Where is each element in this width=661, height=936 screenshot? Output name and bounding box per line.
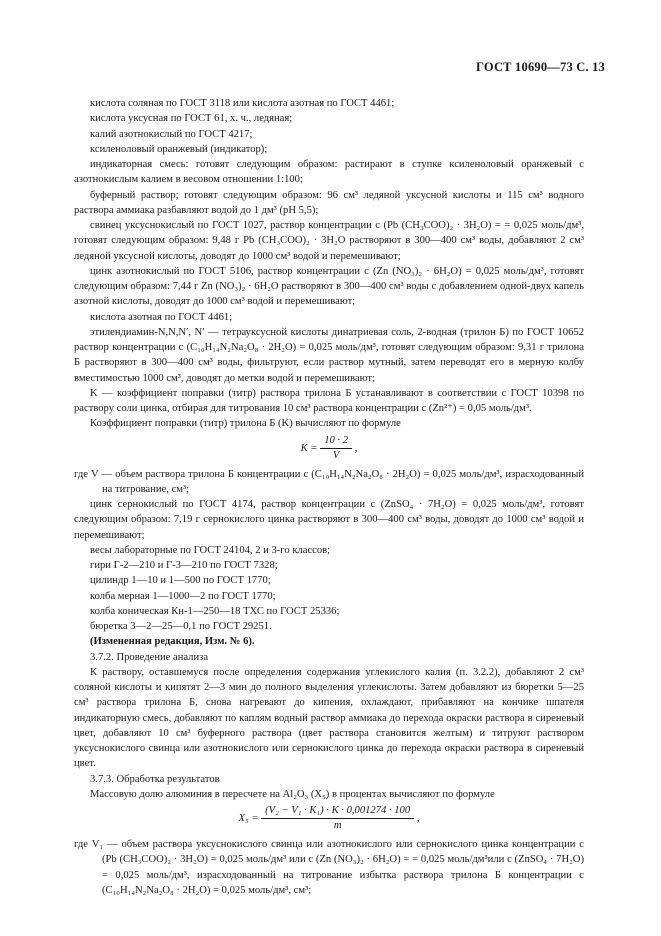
section-heading: 3.7.2. Проведение анализа bbox=[90, 651, 209, 663]
formula-tail: , bbox=[416, 812, 420, 824]
section-heading: 3.7.3. Обработка результатов bbox=[90, 773, 220, 785]
list-item: этилендиамин-N,N,N′, N′ — тетрауксусной кислоты динатриевая соль, 2-водная (трилон Б) по ГОСТ 10652 раствор концентрации с (C₁₀H₁₄N₂Na₂O₈ · 2H₂O) = 0,025 моль/дм³, готовят следующим образом: 9,31 г трилона Б растворяют в 300—400 см³ воды, фильтруют, если раствор мутный, затем переводят его в мерную колбу вместимостью 1000 см³, доводят до метки водой и перемешивают; bbox=[74, 326, 584, 384]
list-item: весы лабораторные по ГОСТ 24104, 2 и 3-го классов; bbox=[90, 544, 331, 556]
mass-fraction-paragraph: Массовую долю алюминия в пересчете на Al₂O₃ (X₅) в процентах вычисляют по формуле bbox=[90, 788, 495, 800]
list-item: колба мерная 1—1000—2 по ГОСТ 1770; bbox=[90, 590, 276, 602]
list-item: колба коническая Кн-1—250—18 ТХС по ГОСТ 25336; bbox=[90, 605, 340, 617]
formula-x5 bbox=[74, 804, 584, 833]
where-clause: где V₁ — объем раствора уксуснокислого свинца или азотнокислого или сернокислого цинка концентрации с (Pb (CH₃COO)₂ · 3H₂O) = 0,025 моль/дм³ или с (Zn (NO₃)₂ · 6H₂O) = = 0,025 моль/дм³или с (ZnSO₄ · 7H₂O) = 0,025 моль/дм³, израсходованный на титрование избытка раствора трилона Б концентрации с (C₁₀H₁₄N₂Na₂O₈ · 2H₂O) = 0,025 моль/дм³, см³; bbox=[74, 839, 584, 896]
list-item: бюретка 3—2—25—0,1 по ГОСТ 29251. bbox=[90, 621, 272, 632]
list-item: цинк азотнокислый по ГОСТ 5106, раствор концентрации с (Zn (NO₃)₂ · 6H₂O) = 0,025 моль/дм³, готовят следующим образом: 7,44 г Zn (NO₃)₂ · 6H₂O растворяют в 300—400 см³ воды с добавлением одной-двух капель азотной кислоты, доводят до 1000 см³ водой и перемешивают; bbox=[74, 265, 584, 308]
document-body bbox=[74, 96, 584, 898]
list-item: индикаторная смесь: готовят следующим образом: растирают в ступке ксиленоловый оранжевый с азотнокислым калием в весовом отношении 1:100; bbox=[74, 159, 584, 186]
list-item: калий азотнокислый по ГОСТ 4217; bbox=[90, 128, 253, 140]
formula-denominator: V bbox=[332, 449, 340, 461]
list-item: кислота азотная по ГОСТ 4461; bbox=[90, 311, 233, 323]
formula-numerator: (V₂ − V₁ · K₁) · K · 0,001274 · 100 bbox=[261, 804, 414, 819]
list-item: ксиленоловый оранжевый (индикатор); bbox=[90, 143, 268, 155]
formula-lhs: X₅ = bbox=[238, 812, 259, 824]
list-item: K — коэффициент поправки (титр) раствора трилона Б устанавливают в соответствии с ГОСТ 10398 по раствору соли цинка, отбирая для титрования 10 см³ раствора концентрации с (Zn²⁺) = 0,05 моль/дм³. bbox=[74, 387, 584, 414]
where-clause: где V — объем раствора трилона Б концентрации с (C₁₀H₁₄N₂Na₂O₈ · 2H₂O) = 0,025 моль/дм³, израсходованный на титрование, см³; bbox=[74, 468, 584, 495]
list-item: кислота соляная по ГОСТ 3118 или кислота азотная по ГОСТ 4461; bbox=[90, 98, 395, 109]
analysis-paragraph: К раствору, оставшемуся после определения содержания углекислого калия (п. 3.2.2), добавляют 2 см³ соляной кислоты и кипятят 2—3 мин до полного выделения углекислоты. Затем добавляют из бюретки 5—25 см³ раствора трилона Б, снова нагревают до кипения, охлаждают, прибавляют на кончике шпателя индикаторную смесь, добавляют по каплям водный раствор аммиака до перехода окраски раствора в сиреневый цвет, добавляют 10 см³ буферного раствора (цвет раствора становится желтым) и титруют раствором уксуснокислого свинца или азотнокислого или сернокислого цинка до перехода окраски раствора в сиреневый цвет. bbox=[74, 666, 584, 770]
list-item: цилиндр 1—10 и 1—500 по ГОСТ 1770; bbox=[90, 575, 271, 587]
formula-fraction bbox=[261, 804, 414, 833]
list-item: свинец уксуснокислый по ГОСТ 1027, раствор концентрации с (Pb (CH₃COO)₂ · 3H₂O) = = 0,025 моль/дм³, готовят следующим образом: 9,48 г Pb (CH₃COO)₂ · 3H₂O растворяют в 300—400 см³ воды, добавляют 2 см³ ледяной уксусной кислоты, доводят до 1000 см³ водой и перемешивают; bbox=[74, 220, 584, 262]
formula-numerator: 10 · 2 bbox=[320, 434, 352, 449]
formula-denominator: m bbox=[333, 820, 342, 831]
list-item: буферный раствор; готовят следующим образом: 96 см³ ледяной уксусной кислоты и 115 см³ водного раствора аммиака разбавляют водой до 1 дм³ (рН 5,5); bbox=[74, 189, 584, 216]
formula-lhs: K = bbox=[300, 442, 318, 454]
list-item: Коэффициент поправки (титр) трилона Б (K) вычисляют по формуле bbox=[90, 418, 401, 430]
list-item: гири Г-2—210 и Г-3—210 по ГОСТ 7328; bbox=[90, 560, 278, 571]
amendment-note: (Измененная редакция, Изм. № 6). bbox=[90, 636, 255, 648]
formula-k bbox=[74, 434, 584, 463]
formula-fraction bbox=[320, 434, 352, 463]
list-item: кислота уксусная по ГОСТ 61, х. ч., ледяная; bbox=[90, 113, 293, 125]
page-header: ГОСТ 10690—73 С. 13 bbox=[476, 60, 605, 74]
list-item: цинк сернокислый по ГОСТ 4174, раствор концентрации с (ZnSO₄ · 7H₂O) = 0,025 моль/дм³, готовят следующим образом: 7,19 г сернокислого цинка растворяют в 300—400 см³ воды, доводят до 1000 см³ водой и перемешивают; bbox=[74, 499, 584, 541]
formula-tail: , bbox=[354, 442, 358, 454]
